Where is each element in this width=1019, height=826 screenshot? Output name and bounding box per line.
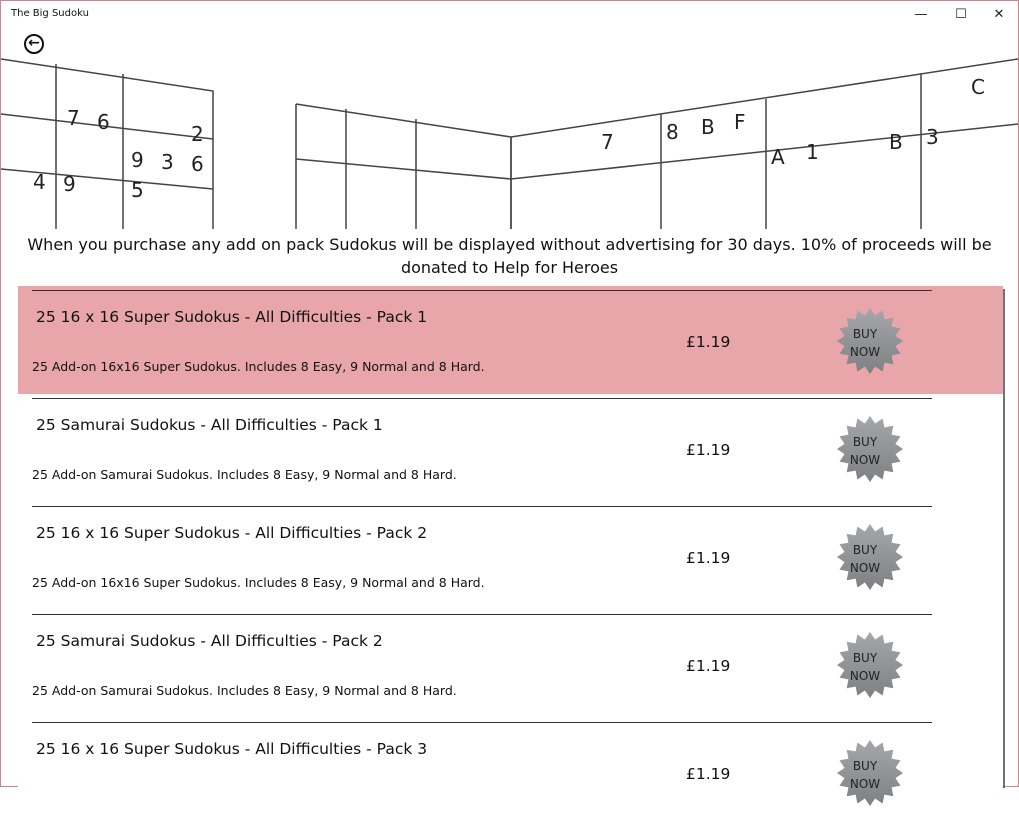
divider	[32, 506, 932, 507]
buy-now-label: BUY NOW	[849, 651, 881, 683]
pack-price: £1.19	[686, 441, 731, 459]
buy-now-button[interactable]	[836, 415, 904, 483]
buy-now-label: BUY NOW	[849, 543, 881, 575]
svg-text:2: 2	[191, 122, 204, 146]
buy-now-button[interactable]	[836, 739, 904, 807]
buy-now-label: BUY NOW	[849, 435, 881, 467]
pack-name: 25 Samurai Sudokus - All Difficulties - Pack 2	[36, 632, 383, 650]
buy-now-label: BUY NOW	[849, 327, 881, 359]
svg-text:3: 3	[161, 150, 174, 174]
svg-text:9: 9	[131, 148, 144, 172]
pack-price: £1.19	[686, 333, 731, 351]
app-title: The Big Sudoku	[11, 8, 89, 19]
svg-text:8: 8	[666, 120, 679, 144]
buy-now-button[interactable]	[836, 523, 904, 591]
addon-pack-item[interactable]	[18, 286, 1003, 394]
pack-description: 25 Add-on 16x16 Super Sudokus. Includes 8 Easy, 9 Normal and 8 Hard.	[32, 575, 485, 590]
buy-now-label: BUY NOW	[849, 759, 881, 791]
title-bar	[1, 1, 1018, 29]
addon-pack-list	[1, 286, 1006, 826]
divider	[32, 290, 932, 291]
back-arrow-icon[interactable]: ←	[24, 34, 44, 54]
svg-text:5: 5	[131, 178, 144, 202]
addon-pack-item[interactable]	[18, 394, 1003, 502]
pack-name: 25 16 x 16 Super Sudokus - All Difficulties - Pack 1	[36, 308, 428, 326]
pack-price: £1.19	[686, 765, 731, 783]
svg-text:B: B	[889, 130, 903, 154]
minimize-icon[interactable]: —	[914, 7, 928, 22]
pack-price: £1.19	[686, 657, 731, 675]
pack-description: 25 Add-on Samurai Sudokus. Includes 8 Easy, 9 Normal and 8 Hard.	[32, 467, 457, 482]
divider	[32, 722, 932, 723]
pack-description: 25 Add-on Samurai Sudokus. Includes 8 Easy, 9 Normal and 8 Hard.	[32, 683, 457, 698]
svg-text:C: C	[971, 75, 985, 99]
pack-description: 25 Add-on 16x16 Super Sudokus. Includes 8 Easy, 9 Normal and 8 Hard.	[32, 359, 485, 374]
pack-name: 25 Samurai Sudokus - All Difficulties - Pack 1	[36, 416, 383, 434]
buy-now-button[interactable]	[836, 307, 904, 375]
svg-text:3: 3	[926, 125, 939, 149]
svg-text:A: A	[771, 145, 785, 169]
addon-pack-item[interactable]	[18, 610, 1003, 718]
svg-text:6: 6	[191, 152, 204, 176]
svg-text:6: 6	[97, 110, 110, 134]
svg-text:B: B	[701, 115, 715, 139]
svg-text:1: 1	[806, 140, 819, 164]
divider	[32, 614, 932, 615]
svg-text:F: F	[734, 110, 746, 134]
svg-text:9: 9	[63, 172, 76, 196]
pack-name: 25 16 x 16 Super Sudokus - All Difficulties - Pack 3	[36, 740, 428, 758]
svg-text:4: 4	[33, 170, 46, 194]
addon-pack-item[interactable]	[18, 502, 1003, 610]
ad-free-notice: When you purchase any add on pack Sudokus will be displayed without advertising for 30 days. 10% of proceeds will be donated to Help for Heroes	[1, 231, 1018, 281]
svg-text:7: 7	[67, 106, 80, 130]
close-icon[interactable]: ✕	[993, 7, 1005, 22]
pack-name: 25 16 x 16 Super Sudokus - All Difficulties - Pack 2	[36, 524, 428, 542]
addon-pack-item[interactable]	[18, 718, 1003, 826]
svg-text:7: 7	[601, 130, 614, 154]
pack-price: £1.19	[686, 549, 731, 567]
buy-now-button[interactable]	[836, 631, 904, 699]
maximize-icon[interactable]: ☐	[955, 7, 967, 22]
divider	[32, 398, 932, 399]
